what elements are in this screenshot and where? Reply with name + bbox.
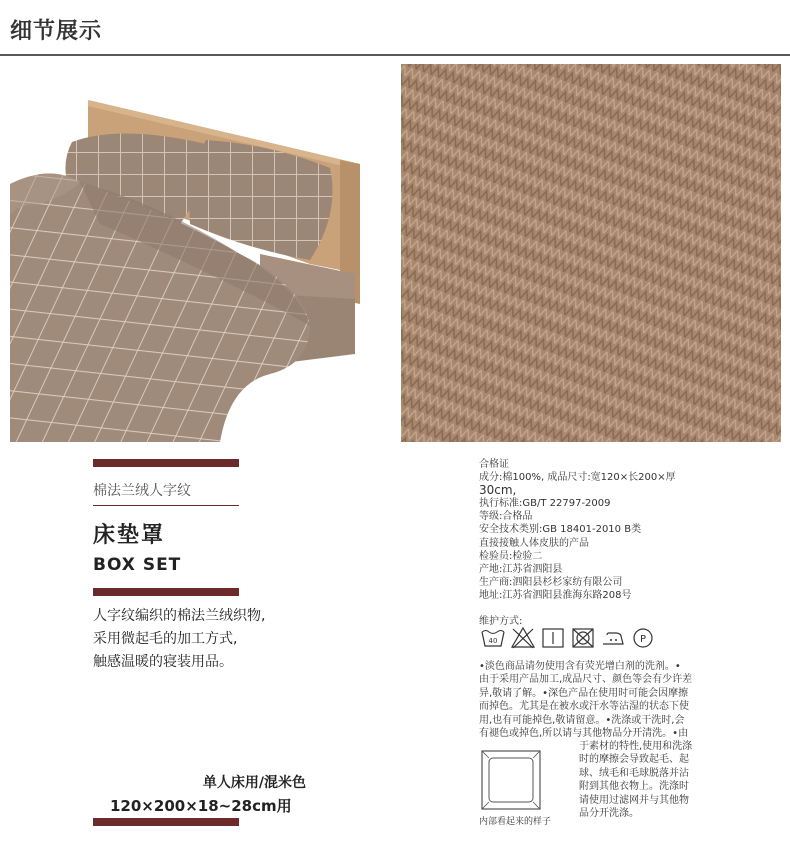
note-line: 用,也有可能掉色,敬请留意。•洗涤或干洗时,会 <box>479 714 685 726</box>
note-line: 有褪色或掉色,所以请与其他物品分开清洗。•由 <box>479 728 689 740</box>
care-title: 维护方式: <box>479 616 523 627</box>
note-line: 于素材的特性,使用和洗涤 <box>579 741 693 752</box>
spec-line: 直接接触人体皮肤的产品 <box>479 537 589 549</box>
spec-line: 地址:江苏省泗阳县淮海东路208号 <box>479 589 632 601</box>
herringbone-texture <box>401 64 781 442</box>
description-line: 人字纹编织的棉法兰绒织物, <box>93 608 266 624</box>
care-icons <box>480 624 656 652</box>
description-line: 采用微起毛的加工方式, <box>93 631 238 647</box>
description-line: 触感温暖的寝装用品。 <box>93 654 233 670</box>
accent-bar-bottom <box>93 818 239 826</box>
spec-line: 检验员:检验二 <box>479 550 543 562</box>
care-notes-continued <box>579 740 692 820</box>
note-line: 而掉色。尤其是在被水或汗水等沾湿的状态下使 <box>479 701 689 713</box>
note-line: 由于采用产品加工,成品尺寸、颜色等会有少许差 <box>479 674 693 686</box>
fabric-swatch <box>401 64 781 442</box>
divider-line <box>93 505 239 506</box>
note-line: 球、绒毛和毛球脱落并沾 <box>579 767 689 779</box>
no-bleach-icon <box>510 626 536 650</box>
bed-illustration <box>10 64 390 442</box>
product-name-en: BOX SET <box>93 555 182 575</box>
product-name: 床垫罩 <box>93 523 166 548</box>
inner-view-caption: 内部看起来的样子 <box>479 817 552 827</box>
product-description <box>93 605 265 674</box>
note-line: 请使用过滤网并与其他物 <box>579 794 689 806</box>
note-line: •淡色商品请勿使用含有荧光增白剂的洗剂。• <box>479 661 681 672</box>
care-notes <box>479 660 704 740</box>
section-header <box>0 0 790 56</box>
wash-40-icon <box>480 626 506 650</box>
inner-view-diagram <box>480 748 544 814</box>
spec-line: 成分:棉100%, 成品尺寸:宽120×长200×厚 <box>479 472 676 484</box>
certificate-spec <box>479 458 709 602</box>
accent-bar-mid <box>93 588 239 596</box>
product-size: 120×200×18~28cm用 <box>110 797 292 815</box>
spec-line: 等级:合格品 <box>479 511 533 523</box>
section-title: 细节展示 <box>10 19 103 44</box>
product-subtitle: 棉法兰绒人字纹 <box>93 483 191 499</box>
note-line: 时的摩擦会导致起毛、起 <box>579 754 689 766</box>
note-line: 品分开洗涤。 <box>579 808 639 820</box>
dry-clean-letter: P <box>639 634 647 645</box>
spec-line: 30cm, <box>479 483 517 498</box>
iron-medium-icon <box>600 626 626 650</box>
note-line: 异,敬请了解。•深色产品在使用时可能会因摩擦 <box>479 687 689 699</box>
spec-line: 生产商:泗阳县杉杉家纺有限公司 <box>479 576 623 588</box>
product-variant: 单人床用/混米色 <box>202 775 306 791</box>
accent-bar-top <box>93 459 239 467</box>
spec-line: 产地:江苏省泗阳县 <box>479 563 563 575</box>
spec-line: 合格证 <box>479 459 509 470</box>
spec-line: 执行标准:GB/T 22797-2009 <box>479 498 611 510</box>
note-line: 附到其他衣物上。洗涤时 <box>579 781 689 793</box>
no-tumble-dry-icon <box>570 626 596 650</box>
wash-temp-label: 40 <box>488 637 498 645</box>
dry-clean-p-icon <box>630 626 656 650</box>
line-dry-icon <box>540 626 566 650</box>
bed-photo <box>10 64 390 442</box>
spec-line: 安全技术类别:GB 18401-2010 B类 <box>479 524 642 536</box>
